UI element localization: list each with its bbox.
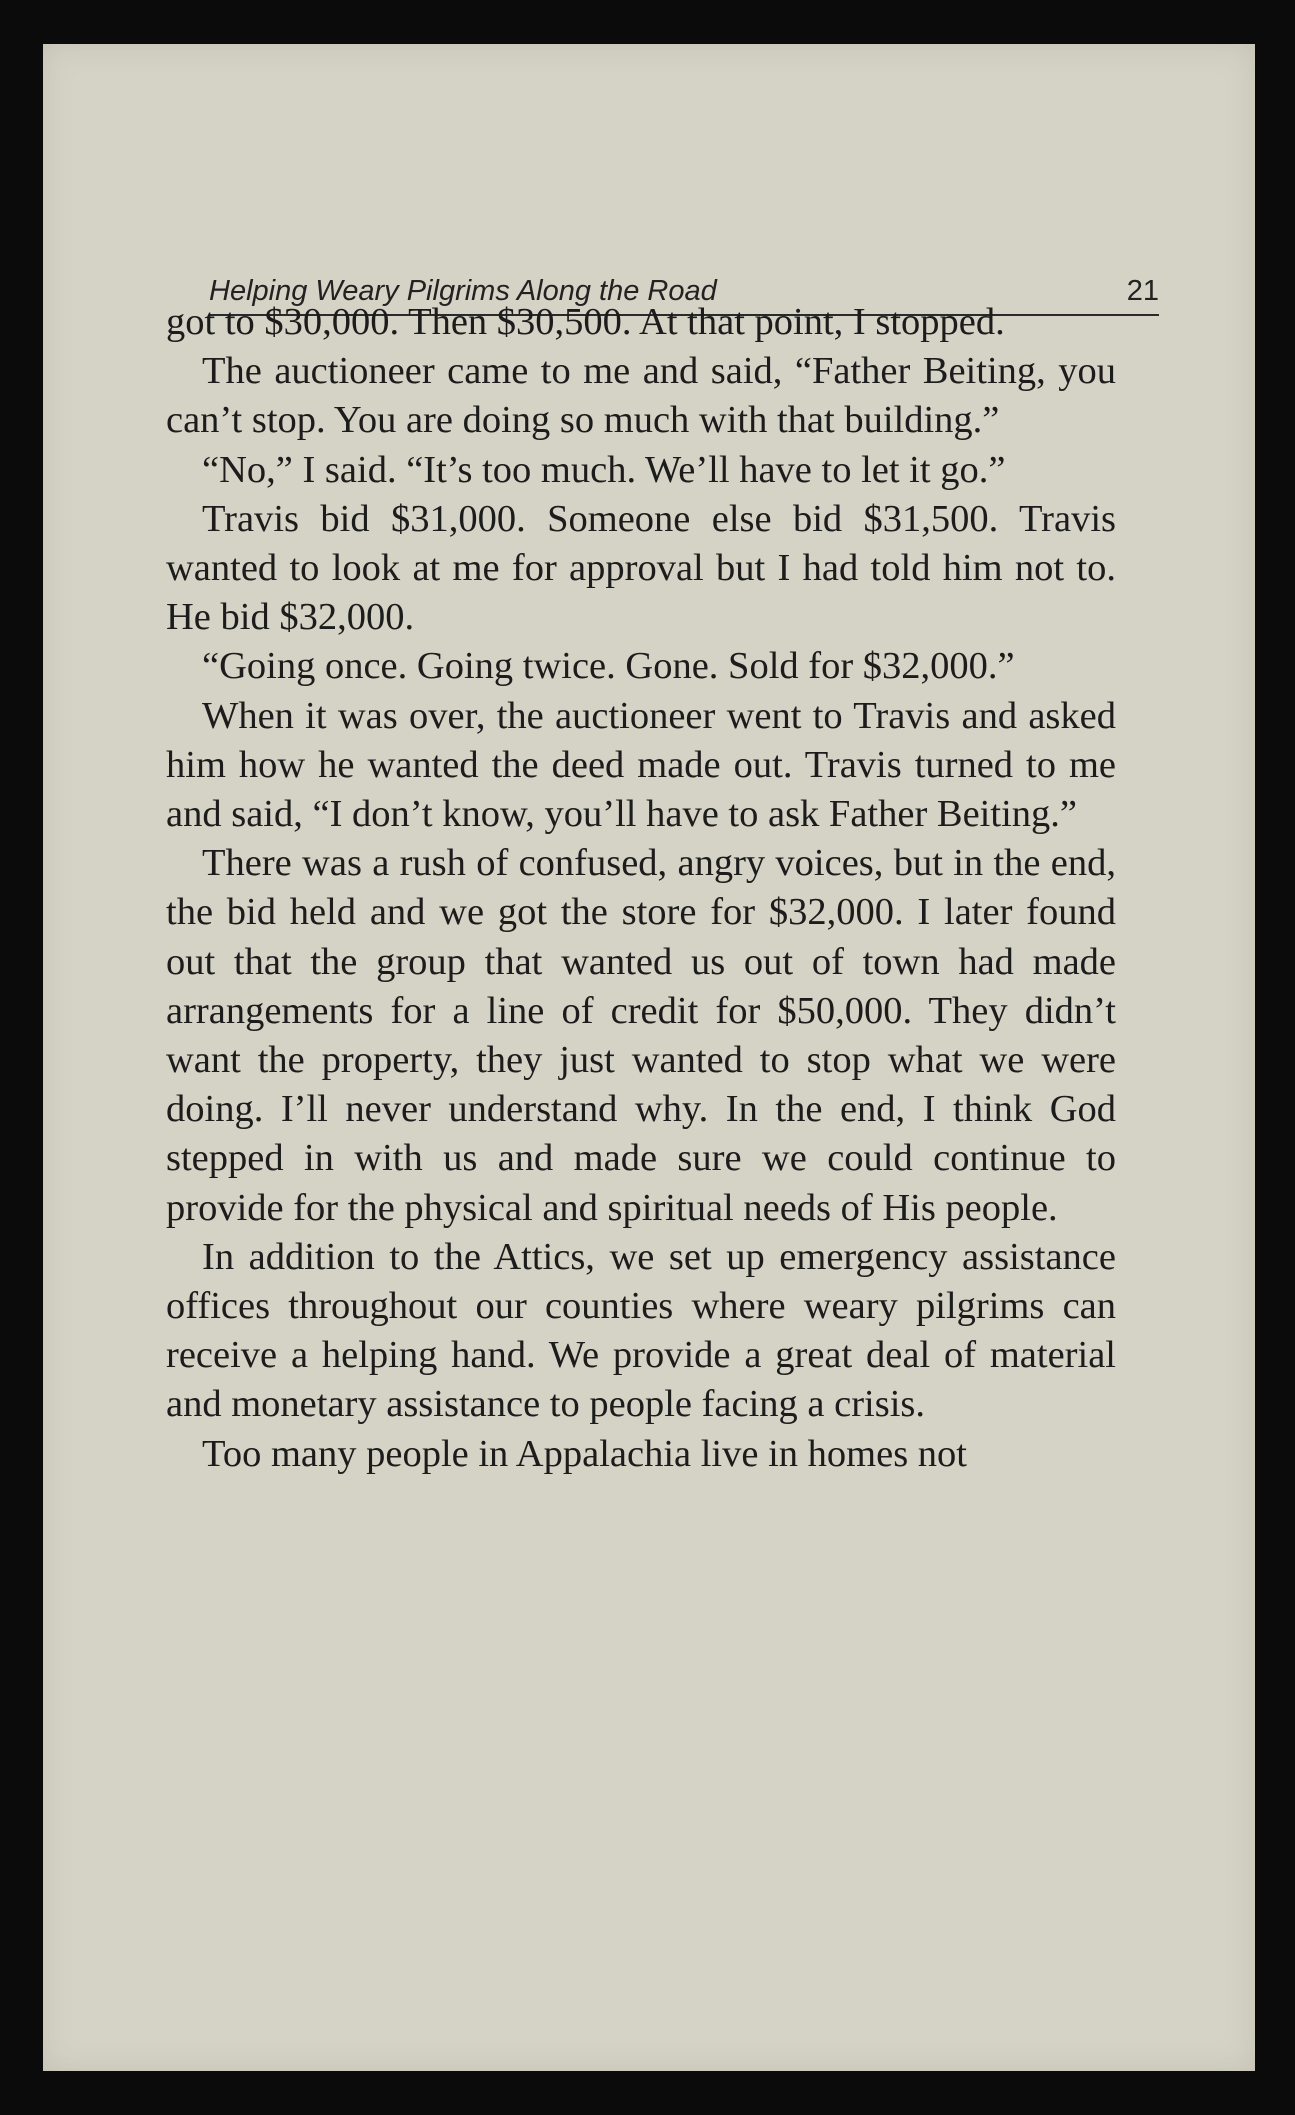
paragraph: In addition to the Attics, we set up emergency assistance offices throughout our counties where weary pilgrims can receive a helping hand. We provide a great deal of material and monetary assistance to people facing a crisis.	[166, 1235, 1116, 1426]
paragraph: The auctioneer came to me and said, “Father Beiting, you can’t stop. You are doing so much with that building.”	[166, 350, 1116, 442]
paragraph: “No,” I said. “It’s too much. We’ll have to let it go.”	[202, 448, 1006, 491]
paragraph: got to $30,000. Then $30,500. At that point, I stopped.	[166, 301, 1005, 343]
paragraph: Travis bid $31,000. Someone else bid $31,500. Travis wanted to look at me for approval but I had told him not to. He bid $32,000.	[166, 497, 1116, 639]
paragraph: Too many people in Appalachia live in homes not	[202, 1432, 967, 1475]
paragraph: There was a rush of confused, angry voices, but in the end, the bid held and we got the store for $32,000. I later found out that the group that wanted us out of town had made arrangements for a line of credit for $50,000. They didn’t want the property, they just wanted to stop what we were doing. I’ll never understand why. In the end, I think God stepped in with us and made sure we could continue to provide for the physical and spiritual needs of His people.	[166, 842, 1116, 1229]
running-title: Helping Weary Pilgrims Along the Road	[209, 275, 717, 307]
paragraph: “Going once. Going twice. Gone. Sold for $32,000.”	[202, 645, 1015, 688]
page-number: 21	[1126, 275, 1159, 307]
paragraph: When it was over, the auctioneer went to Travis and asked him how he wanted the deed made out. Travis turned to me and said, “I don’t know, you’ll have to ask Father Beiting.”	[166, 694, 1116, 836]
body-text	[166, 298, 1116, 1479]
